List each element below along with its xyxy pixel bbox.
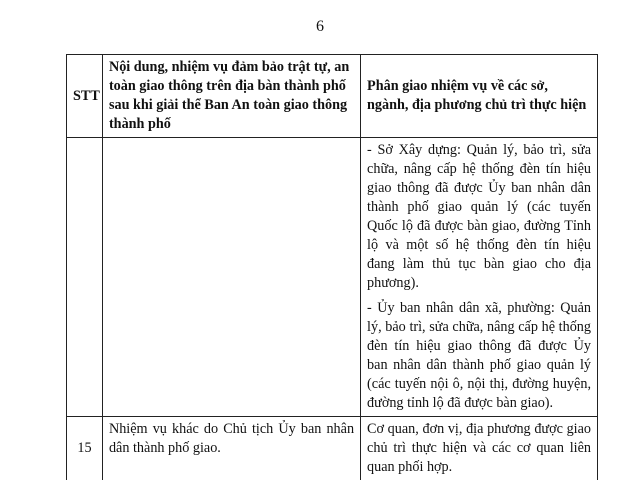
- row-stt-cell: [67, 138, 103, 417]
- header-stt: STT: [67, 55, 103, 138]
- header-assignment: Phân giao nhiệm vụ về các sở, ngành, địa phương chủ trì thực hiện: [361, 55, 598, 138]
- row-content-cell: Nhiệm vụ khác do Chủ tịch Ủy ban nhân dân thành phố giao.: [102, 417, 360, 480]
- assignment-paragraph: - Ủy ban nhân dân xã, phường: Quản lý, bảo trì, sửa chữa, nâng cấp hệ thống đèn tín hiệu giao thông đã được Ủy ban nhân dân thành phố giao quản lý (các tuyến nội ô, nội thị, đường huyện, đường tỉnh lộ đã được bàn giao).: [367, 300, 591, 411]
- row-assignment-cell: [361, 138, 598, 417]
- row-content-cell: [102, 138, 360, 417]
- header-content: Nội dung, nhiệm vụ đảm bảo trật tự, an toàn giao thông trên địa bàn thành phố sau khi giải thể Ban An toàn giao thông thành phố: [102, 55, 360, 138]
- table-row: [67, 138, 598, 417]
- row-stt-cell: 15: [67, 417, 103, 480]
- assignment-table: [66, 54, 598, 480]
- page-number: 6: [316, 18, 324, 35]
- table-row: [67, 417, 598, 480]
- assignment-paragraph: Cơ quan, đơn vị, địa phương được giao chủ trì thực hiện và các cơ quan liên quan phối hợp.: [367, 421, 591, 475]
- table-header-row: [67, 55, 598, 138]
- row-assignment-cell: [361, 417, 598, 480]
- assignment-paragraph: - Sở Xây dựng: Quản lý, bảo trì, sửa chữa, nâng cấp hệ thống đèn tín hiệu giao thông đã được Ủy ban nhân dân thành phố giao quản lý (các tuyến Quốc lộ đã được bàn giao, đường Tỉnh lộ và một số hệ thống đèn tín hiệu đang làm thủ tục bàn giao cho địa phương).: [367, 142, 591, 291]
